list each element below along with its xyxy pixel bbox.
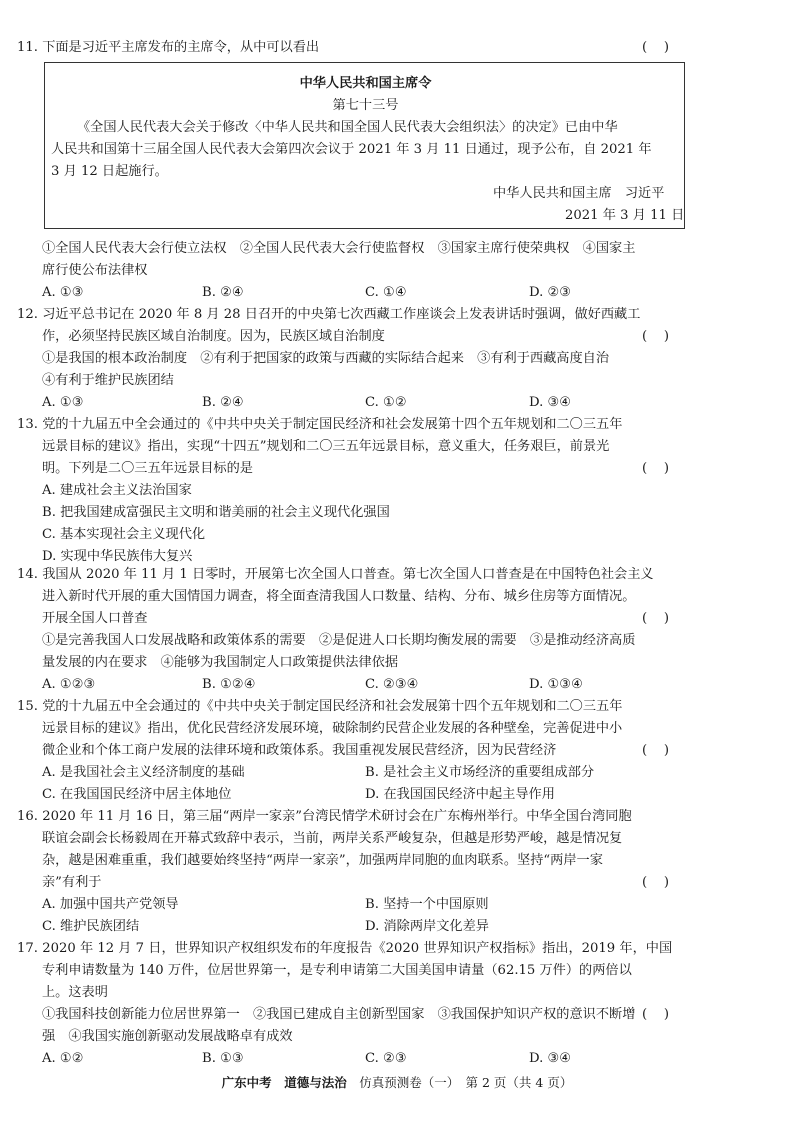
- question-number: 12.: [17, 307, 38, 322]
- option-d[interactable]: D. 在我国国民经济中起主导作用: [365, 787, 555, 802]
- answer-parenthesis: ( ): [642, 40, 670, 55]
- order-number: 第七十三号: [332, 98, 399, 113]
- option-c[interactable]: C. 在我国国民经济中居主体地位: [42, 787, 232, 802]
- option-b[interactable]: B. ②④: [202, 395, 244, 410]
- question-number: 16.: [17, 809, 38, 824]
- option-d[interactable]: D. ②③: [529, 285, 572, 300]
- question-line: 明。下列是二〇三五年远景目标的是: [42, 461, 253, 476]
- statement-items-line: ④有利于维护民族团结: [42, 373, 174, 388]
- option-c[interactable]: C. ②③④: [365, 677, 419, 692]
- option-d[interactable]: D. 实现中华民族伟大复兴: [42, 549, 193, 564]
- question-stem: 习近平总书记在 2020 年 8 月 28 日召开的中央第七次西藏工作座谈会上发表讲话时强调，做好西藏工: [42, 307, 641, 322]
- option-a[interactable]: A. 建成社会主义法治国家: [42, 483, 192, 498]
- question-number: 15.: [17, 699, 38, 714]
- option-b[interactable]: B. 是社会主义市场经济的重要组成部分: [365, 765, 595, 780]
- statement-items-line: 强 ④我国实施创新驱动发展战略卓有成效: [42, 1029, 293, 1044]
- question-stem: 我国从 2020 年 11 月 1 日零时，开展第七次全国人口普查。第七次全国人口普查是在中国特色社会主义: [42, 567, 654, 582]
- option-b[interactable]: B. ②④: [202, 285, 244, 300]
- order-body-line: 《全国人民代表大会关于修改〈中华人民共和国全国人民代表大会组织法〉的决定》已由中华: [77, 120, 618, 135]
- question-line: 作，必须坚持民族区域自治制度。因为，民族区域自治制度: [42, 329, 385, 344]
- footer-paper-title: 仿真预测卷（一）: [359, 1075, 453, 1090]
- question-line: 上。这表明: [42, 985, 108, 1000]
- order-title: 中华人民共和国主席令: [299, 76, 432, 91]
- statement-items-line: 量发展的内在要求 ④能够为我国制定人口政策提供法律依据: [42, 655, 399, 670]
- statement-items-line: 席行使公布法律权: [42, 263, 148, 278]
- question-line: 远景目标的建议》指出，优化民营经济发展环境，破除制约民营企业发展的各种壁垒，完善促进中小: [42, 721, 623, 736]
- question-line: 联谊会副会长杨毅周在开幕式致辞中表示，当前，两岸关系严峻复杂，但越是形势严峻，越是情况复: [42, 831, 623, 846]
- order-signature: 中华人民共和国主席 习近平: [493, 186, 665, 201]
- option-b[interactable]: B. 坚持一个中国原则: [365, 897, 489, 912]
- answer-parenthesis: ( ): [642, 329, 670, 344]
- answer-parenthesis: ( ): [642, 1007, 670, 1022]
- question-stem: 党的十九届五中全会通过的《中共中央关于制定国民经济和社会发展第十四个五年规划和二〇三五年: [42, 417, 623, 432]
- question-stem: 党的十九届五中全会通过的《中共中央关于制定国民经济和社会发展第十四个五年规划和二〇三五年: [42, 699, 623, 714]
- question-line: 远景目标的建议》指出，实现“十四五”规划和二〇三五年远景目标，意义重大，任务艰巨，前景光: [42, 439, 610, 454]
- option-c[interactable]: C. ①④: [365, 285, 407, 300]
- statement-items-line: ①是我国的根本政治制度 ②有利于把国家的政策与西藏的实际结合起来 ③有利于西藏高度自治: [42, 351, 610, 366]
- option-b[interactable]: B. 把我国建成富强民主文明和谐美丽的社会主义现代化强国: [42, 505, 390, 520]
- option-c[interactable]: C. ①②: [365, 395, 407, 410]
- option-c[interactable]: C. ②③: [365, 1051, 407, 1066]
- question-line: [17, 304, 640, 326]
- option-d[interactable]: D. ③④: [529, 395, 572, 410]
- order-body-line: 人民共和国第十三届全国人民代表大会第四次会议于 2021 年 3 月 11 日通过，现予公布，自 2021 年: [51, 142, 652, 157]
- statement-items-line: ①全国人民代表大会行使立法权 ②全国人民代表大会行使监督权 ③国家主席行使荣典权 ④国家主: [42, 241, 636, 256]
- option-a[interactable]: A. 是我国社会主义经济制度的基础: [42, 765, 245, 780]
- question-number: 11.: [17, 40, 38, 55]
- question-line: [17, 806, 632, 828]
- option-b[interactable]: B. ①②④: [202, 677, 256, 692]
- footer-page-number: 第 2 页（共 4 页）: [465, 1075, 573, 1090]
- question-line: [17, 938, 672, 960]
- option-c[interactable]: C. 基本实现社会主义现代化: [42, 527, 206, 542]
- question-line: 开展全国人口普查: [42, 611, 148, 626]
- question-stem: 2020 年 11 月 16 日，第三届“两岸一家亲”台湾民情学术研讨会在广东梅州举行。中华全国台湾同胞: [42, 809, 632, 824]
- answer-parenthesis: ( ): [642, 611, 670, 626]
- question-line: 专利申请数量为 140 万件，位居世界第一，是专利申请第二大国美国申请量（62.15 万件）的两倍以: [42, 963, 632, 978]
- answer-parenthesis: ( ): [642, 461, 670, 476]
- option-d[interactable]: D. ③④: [529, 1051, 572, 1066]
- question-stem: 下面是习近平主席发布的主席令，从中可以看出: [42, 40, 320, 55]
- question-line: 微企业和个体工商户发展的法律环境和政策体系。我国重视发展民营经济，因为民营经济: [42, 743, 557, 758]
- question-line: 亲”有利于: [42, 875, 102, 890]
- option-d[interactable]: D. 消除两岸文化差异: [365, 919, 489, 934]
- question-stem: 2020 年 12 月 7 日，世界知识产权组织发布的年度报告《2020 世界知识产权指标》指出，2019 年，中国: [42, 941, 673, 956]
- order-date: 2021 年 3 月 11 日: [565, 208, 685, 223]
- question-line: [17, 696, 622, 718]
- option-d[interactable]: D. ①③④: [529, 677, 583, 692]
- option-a[interactable]: A. ①②: [42, 1051, 84, 1066]
- option-a[interactable]: A. ①③: [42, 395, 84, 410]
- option-b[interactable]: B. ①③: [202, 1051, 244, 1066]
- footer-subject: 道德与法治: [284, 1075, 347, 1090]
- option-a[interactable]: A. ①③: [42, 285, 84, 300]
- answer-parenthesis: ( ): [642, 875, 670, 890]
- order-body-line: 3 月 12 日起施行。: [51, 164, 168, 179]
- presidential-order-box: [44, 62, 685, 229]
- statement-items-line: ①我国科技创新能力位居世界第一 ②我国已建成自主创新型国家 ③我国保护知识产权的意识不断增: [42, 1007, 636, 1022]
- question-number: 13.: [17, 417, 38, 432]
- option-a[interactable]: A. ①②③: [42, 677, 96, 692]
- page-footer: [0, 1074, 794, 1092]
- option-a[interactable]: A. 加强中国共产党领导: [42, 897, 179, 912]
- question-line: 杂，越是困难重重，我们越要始终坚持“两岸一家亲”，加强两岸同胞的血肉联系。坚持“两岸一家: [42, 853, 603, 868]
- question-number: 17.: [17, 941, 38, 956]
- statement-items-line: ①是完善我国人口发展战略和政策体系的需要 ②是促进人口长期均衡发展的需要 ③是推动经济高质: [42, 633, 636, 648]
- answer-parenthesis: ( ): [642, 743, 670, 758]
- option-c[interactable]: C. 维护民族团结: [42, 919, 140, 934]
- question-line: 进入新时代开展的重大国情国力调查，将全面查清我国人口数量、结构、分布、城乡住房等方面情况。: [42, 589, 636, 604]
- question-line: [17, 414, 622, 436]
- question-line: [17, 564, 654, 586]
- question-11-stem-line: [17, 37, 319, 59]
- question-number: 14.: [17, 567, 38, 582]
- footer-exam-name: 广东中考: [221, 1075, 272, 1090]
